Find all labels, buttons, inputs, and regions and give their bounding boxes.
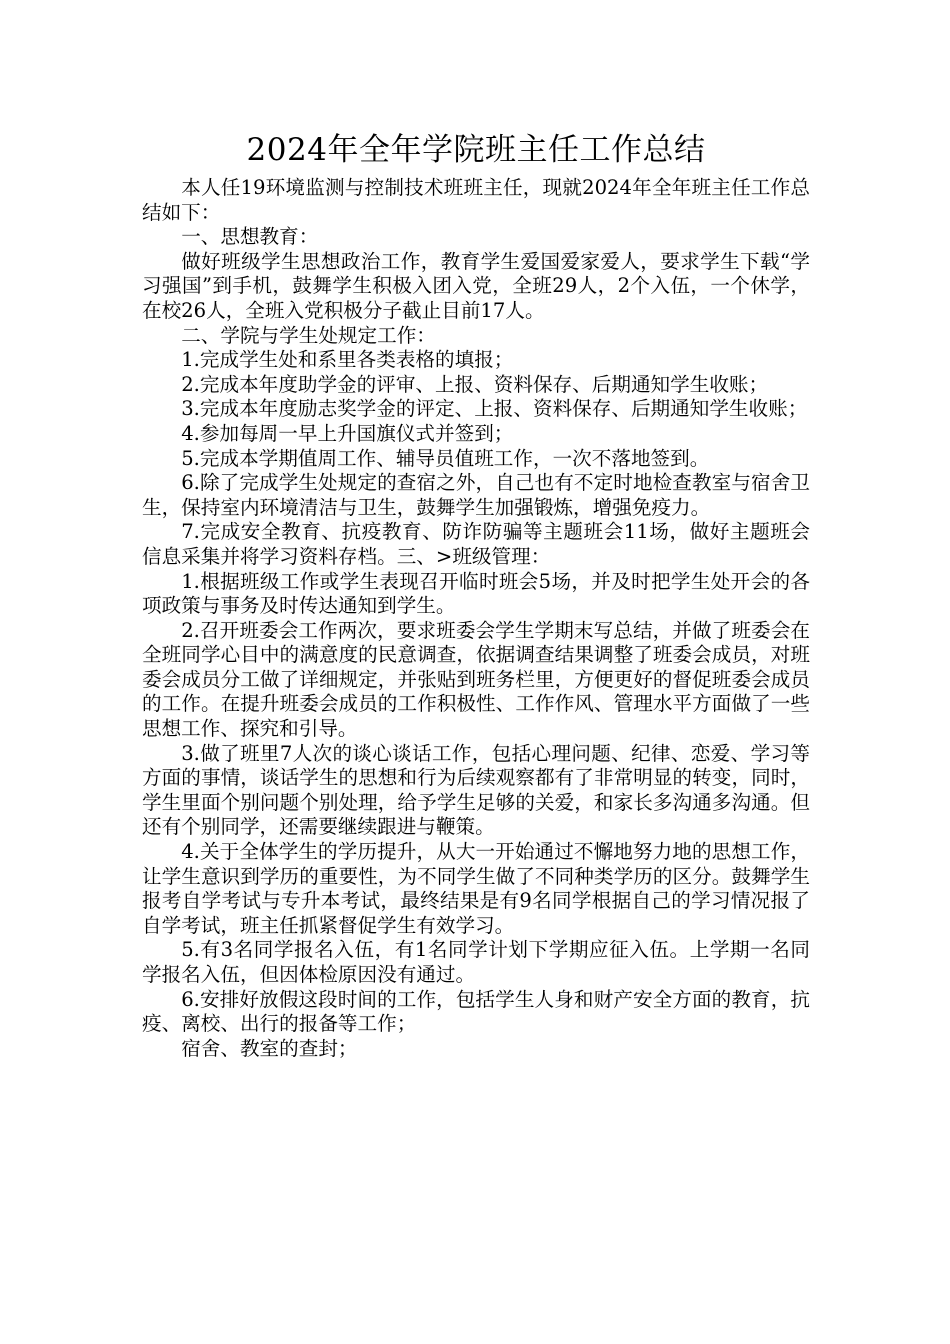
heading-ideological-education: 一、思想教育： bbox=[181, 225, 319, 249]
list-item-flag-ceremony: 4.参加每周一早上升国旗仪式并签到； bbox=[181, 421, 514, 445]
list-item-theme-meetings: 7.完成安全教育、抗疫教育、防诈防骗等主题班会11场，做好主题班会信息采集并将学习资料存档。三、>班级管理： bbox=[142, 520, 810, 568]
list-item-scholarship: 3.完成本年度励志奖学金的评定、上报、资料保存、后期通知学生收账； bbox=[181, 397, 808, 421]
document-body bbox=[142, 128, 810, 1061]
paragraph-intro: 本人任19环境监测与控制技术班班主任，现就2024年全年班主任工作总结如下： bbox=[142, 176, 810, 224]
list-item-committee: 2.召开班委会工作两次，要求班委会学生学期末写总结，并做了班委会在全班同学心目中的满意度的民意调查，依据调查结果调整了班委会成员，对班委会成员分工做了详细规定，并张贴到班务栏里，方便更好的督促班委会成员的工作。在提升班委会成员的工作积极性、工作作风、管理水平方面做了一些思想工作、探究和引导。 bbox=[142, 618, 810, 741]
heading-required-work: 二、学院与学生处规定工作： bbox=[181, 323, 436, 347]
paragraph-ideological-work: 做好班级学生思想政治工作，教育学生爱国爱家爱人，要求学生下载“学习强国”到手机，鼓舞学生积极入团入党，全班29人，2个入伍，一个休学，在校26人，全班入党积极分子截止目前17人。 bbox=[142, 249, 810, 322]
list-item-sealing: 宿舍、教室的查封； bbox=[181, 1036, 358, 1060]
list-item-holiday-arrangements: 6.安排好放假这段时间的工作，包括学生人身和财产安全方面的教育，抗疫、离校、出行的报备等工作； bbox=[142, 987, 810, 1036]
list-item-enlistment: 5.有3名同学报名入伍，有1名同学计划下学期应征入伍。上学期一名同学报名入伍，但因体检原因没有通过。 bbox=[142, 938, 810, 986]
list-item-education-upgrade: 4.关于全体学生的学历提升，从大一开始通过不懈地努力地的思想工作，让学生意识到学历的重要性，为不同学生做了不同种类学历的区分。鼓舞学生报考自学考试与专升本考试，最终结果是有9名同学根据自己的学习情况报了自学考试，班主任抓紧督促学生有效学习。 bbox=[142, 840, 810, 937]
list-item-forms: 1.完成学生处和系里各类表格的填报； bbox=[181, 348, 514, 372]
document-title: 2024年全年学院班主任工作总结 bbox=[246, 132, 706, 168]
list-item-class-meetings: 1.根据班级工作或学生表现召开临时班会5场，并及时把学生处开会的各项政策与事务及时传达通知到学生。 bbox=[142, 569, 810, 618]
list-item-talks: 3.做了班里7人次的谈心谈话工作，包括心理问题、纪律、恋爱、学习等方面的事情，谈话学生的思想和行为后续观察都有了非常明显的转变，同时，学生里面个别问题个别处理，给予学生足够的关爱，和家长多沟通多沟通。但还有个别同学，还需要继续跟进与鞭策。 bbox=[142, 741, 810, 839]
list-item-grants: 2.完成本年度助学金的评审、上报、资料保存、后期通知学生收账； bbox=[181, 372, 769, 396]
list-item-dorm-check: 6.除了完成学生处规定的查宿之外，自己也有不定时地检查教室与宿舍卫生，保持室内环境清洁与卫生，鼓舞学生加强锻炼，增强免疫力。 bbox=[142, 471, 810, 519]
list-item-duty-week: 5.完成本学期值周工作、辅导员值班工作，一次不落地签到。 bbox=[181, 446, 710, 470]
